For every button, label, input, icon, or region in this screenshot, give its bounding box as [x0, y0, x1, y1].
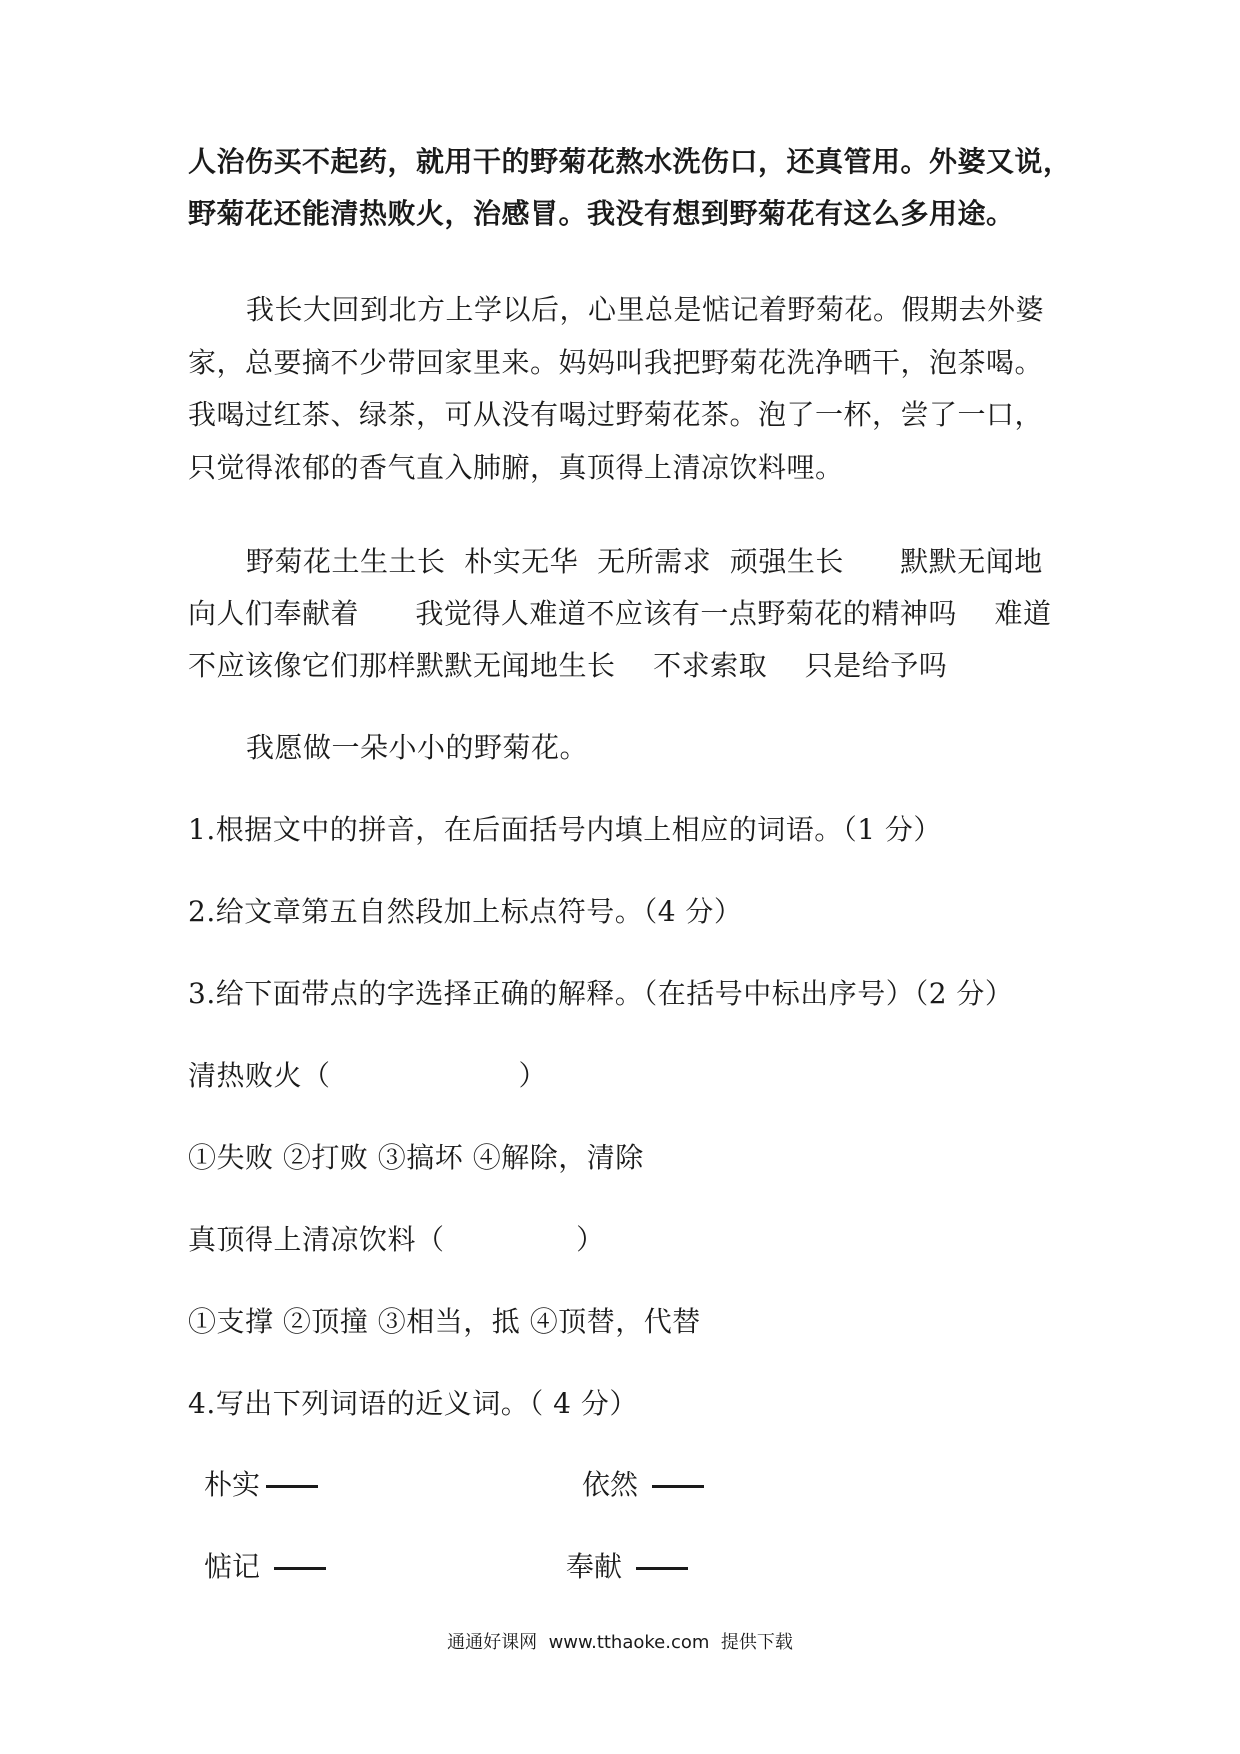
synonym-word: 奉献 — [566, 1550, 623, 1583]
passage-line: 向人们奉献着 我觉得人难道不应该有一点野菊花的精神吗 难道 — [188, 597, 1052, 630]
question-3b-prompt: 真顶得上清凉饮料（ ） — [188, 1223, 605, 1256]
synonym-word: 依然 — [582, 1468, 639, 1501]
question-2: 2.给文章第五自然段加上标点符号。（4 分） — [188, 895, 743, 928]
answer-line[interactable] — [266, 1485, 318, 1488]
passage-line: 家，总要摘不少带回家里来。妈妈叫我把野菊花洗净晒干，泡茶喝。 — [188, 346, 1044, 379]
question-3b-options: ①支撑 ②顶撞 ③相当，抵 ④顶替，代替 — [188, 1305, 701, 1338]
synonym-item — [204, 1547, 326, 1587]
question-4: 4.写出下列词语的近义词。（ 4 分） — [188, 1387, 638, 1420]
synonym-item — [566, 1547, 688, 1587]
passage-line: 我长大回到北方上学以后，心里总是惦记着野菊花。假期去外婆 — [246, 293, 1045, 326]
synonym-item — [204, 1465, 318, 1505]
passage-line: 人治伤买不起药，就用干的野菊花熬水洗伤口，还真管用。外婆又说， — [188, 145, 1072, 178]
question-1: 1.根据文中的拼音，在后面括号内填上相应的词语。（1 分） — [188, 813, 942, 846]
answer-line[interactable] — [274, 1567, 326, 1570]
answer-line[interactable] — [636, 1567, 688, 1570]
answer-line[interactable] — [652, 1485, 704, 1488]
question-3a-prompt: 清热败火（ ） — [188, 1059, 548, 1092]
passage-line: 野菊花还能清热败火，治感冒。我没有想到野菊花有这么多用途。 — [188, 197, 1015, 230]
question-3: 3.给下面带点的字选择正确的解释。（在括号中标出序号）（2 分） — [188, 977, 1014, 1010]
synonym-item — [582, 1465, 704, 1505]
passage-line: 我愿做一朵小小的野菊花。 — [246, 731, 589, 764]
synonym-word: 惦记 — [204, 1550, 261, 1583]
passage-line: 我喝过红茶、绿茶，可从没有喝过野菊花茶。泡了一杯，尝了一口， — [188, 398, 1044, 431]
passage-line: 不应该像它们那样默默无闻地生长 不求索取 只是给予吗 — [188, 649, 948, 682]
passage-line: 只觉得浓郁的香气直入肺腑，真顶得上清凉饮料哩。 — [188, 451, 844, 484]
passage-line: 野菊花土生土长 朴实无华 无所需求 顽强生长 默默无闻地 — [246, 545, 1043, 578]
footer-text: 通通好课网 www.tthaoke.com 提供下载 — [447, 1632, 793, 1653]
question-3a-options: ①失败 ②打败 ③搞坏 ④解除，清除 — [188, 1141, 644, 1174]
synonym-word: 朴实 — [204, 1468, 261, 1501]
